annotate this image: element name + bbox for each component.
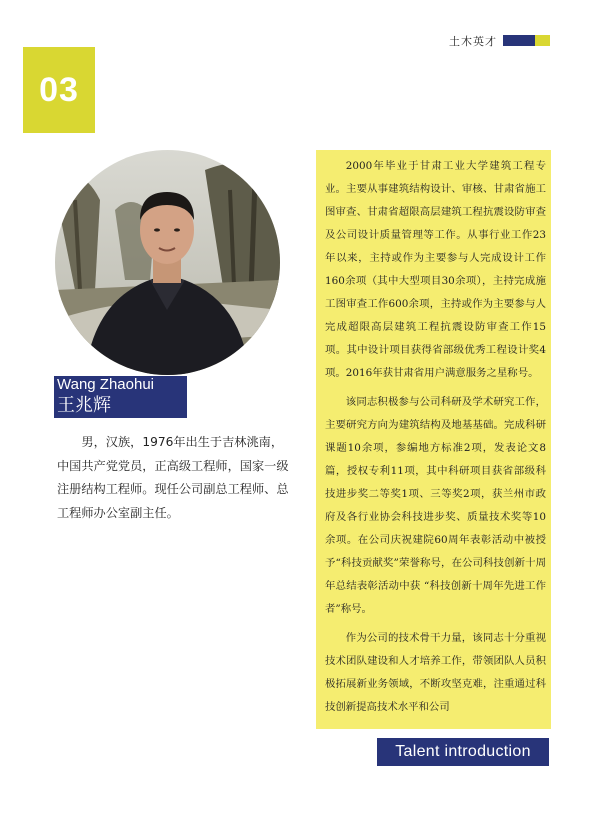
- biography-paragraph: 该同志积极参与公司科研及学术研究工作，主要研究方向为建筑结构及地基基础。完成科研课题10余项，参编地方标准2项，发表论文8篇，授权专利11项，其中科研项目获省部级科技进步奖二等奖1项、三等奖2项，获兰州市政府及各行业协会科技进步奖、质量技术奖等10余项。在公司庆祝建院60周年表彰活动中被授予“科技贡献奖”荣誉称号，在公司科技创新十周年总结表彰活动中获 “科技创新十周年先进工作者”称号。: [325, 396, 546, 615]
- biography-paragraph: 作为公司的技术骨干力量，该同志十分重视技术团队建设和人才培养工作，带领团队人员积极拓展新业务领域，不断攻坚克难，注重通过科技创新提高技术水平和公司: [325, 632, 546, 713]
- header-bar-navy: [503, 35, 535, 46]
- section-number-badge: [23, 47, 95, 133]
- biography-paragraph: 2000年毕业于甘肃工业大学建筑工程专业。主要从事建筑结构设计、审核、甘肃省施工图审查、甘肃省超限高层建筑工程抗震设防审查及公司设计质量管理等工作。从事行业工作23年以来，主持或作为主要参与人完成设计工作160余项（其中大型项目30余项），主持完成施工图审查工作600余项，主持或作为主要参与人完成超限高层建筑工程抗震设防审查工作15项。其中设计项目获得省部级优秀工程设计奖4项。2016年获甘肃省用户满意服务之星称号。: [325, 160, 546, 379]
- person-name-chinese: 王兆辉: [54, 394, 187, 418]
- talent-introduction-label: Talent introduction: [377, 738, 549, 766]
- portrait-photo: [55, 150, 280, 375]
- person-bio: 男，汉族，1976年出生于吉林洮南，中国共产党党员，正高级工程师，国家一级注册结构工程师。现任公司副总工程师、总工程师办公室副主任。: [57, 435, 289, 520]
- person-name-english: Wang Zhaohui: [54, 376, 187, 394]
- section-number: 03: [39, 70, 79, 109]
- header-label: 土木英才: [449, 35, 497, 48]
- biography-panel: [316, 150, 551, 729]
- header-bar-yellow: [535, 35, 550, 46]
